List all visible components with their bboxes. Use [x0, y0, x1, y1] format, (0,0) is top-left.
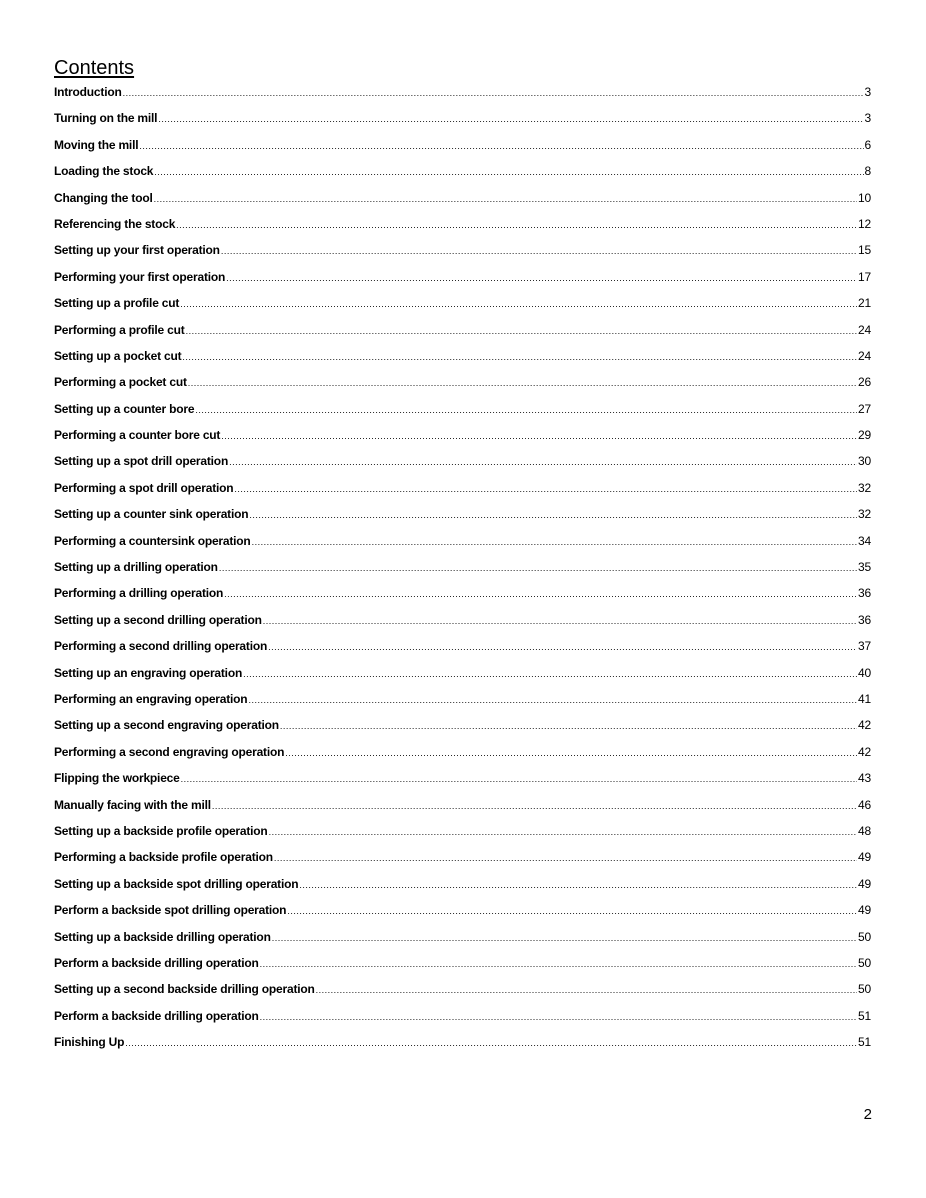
toc-dot-leader — [188, 375, 857, 391]
toc-dot-leader — [182, 349, 857, 365]
toc-entry-title: Performing a pocket cut — [54, 375, 187, 390]
toc-entry[interactable] — [54, 348, 871, 374]
toc-entry[interactable] — [54, 981, 871, 1007]
toc-entry[interactable] — [54, 137, 871, 163]
toc-dot-leader — [248, 692, 857, 708]
toc-dot-leader — [260, 956, 857, 972]
toc-dot-leader — [224, 586, 857, 602]
toc-entry[interactable] — [54, 242, 871, 268]
toc-entry-page: 50 — [858, 982, 871, 997]
toc-entry[interactable] — [54, 559, 871, 585]
toc-entry[interactable] — [54, 823, 871, 849]
toc-entry-page: 32 — [858, 507, 871, 522]
toc-entry[interactable] — [54, 506, 871, 532]
toc-entry[interactable] — [54, 797, 871, 823]
toc-entry-page: 49 — [858, 850, 871, 865]
toc-entry-page: 49 — [858, 903, 871, 918]
toc-dot-leader — [181, 771, 857, 787]
toc-entry-page: 21 — [858, 296, 871, 311]
toc-entry-title: Setting up a counter bore — [54, 401, 195, 416]
page-number: 2 — [863, 1106, 872, 1123]
toc-entry-page: 26 — [858, 375, 871, 390]
toc-entry-page: 6 — [864, 137, 871, 152]
table-of-contents — [54, 84, 871, 1060]
toc-dot-leader — [268, 639, 857, 655]
toc-entry-title: Performing a countersink operation — [54, 533, 251, 548]
toc-entry-page: 50 — [858, 929, 871, 944]
toc-entry-page: 51 — [858, 1008, 871, 1023]
toc-entry-page: 49 — [858, 876, 871, 891]
toc-entry-page: 46 — [858, 797, 871, 812]
toc-dot-leader — [272, 930, 857, 946]
toc-entry-title: Performing a second drilling operation — [54, 639, 268, 654]
toc-entry[interactable] — [54, 453, 871, 479]
toc-entry[interactable] — [54, 190, 871, 216]
toc-entry[interactable] — [54, 269, 871, 295]
toc-entry-page: 15 — [858, 243, 871, 258]
toc-dot-leader — [154, 164, 863, 180]
toc-entry[interactable] — [54, 322, 871, 348]
toc-dot-leader — [158, 111, 863, 127]
toc-entry-page: 34 — [858, 533, 871, 548]
toc-entry[interactable] — [54, 744, 871, 770]
toc-entry[interactable] — [54, 216, 871, 242]
toc-dot-leader — [212, 798, 857, 814]
toc-entry-page: 12 — [858, 216, 871, 231]
toc-dot-leader — [249, 507, 857, 523]
toc-entry-title: Setting up your first operation — [54, 243, 220, 258]
toc-dot-leader — [287, 903, 857, 919]
toc-entry-page: 43 — [858, 771, 871, 786]
toc-entry-title: Performing a profile cut — [54, 322, 185, 337]
toc-entry-title: Setting up an engraving operation — [54, 665, 243, 680]
toc-entry-title: Setting up a backside spot drilling operation — [54, 876, 299, 891]
toc-entry-title: Setting up a drilling operation — [54, 560, 218, 575]
toc-entry-page: 50 — [858, 955, 871, 970]
toc-entry-title: Finishing Up — [54, 1035, 125, 1050]
toc-entry-page: 41 — [858, 691, 871, 706]
toc-entry-title: Setting up a second backside drilling operation — [54, 982, 315, 997]
contents-heading: Contents — [54, 57, 135, 79]
toc-entry-title: Setting up a backside profile operation — [54, 823, 268, 838]
toc-entry[interactable] — [54, 717, 871, 743]
toc-entry-title: Performing a second engraving operation — [54, 744, 285, 759]
toc-entry-page: 24 — [858, 348, 871, 363]
toc-entry[interactable] — [54, 480, 871, 506]
toc-entry[interactable] — [54, 849, 871, 875]
toc-entry-page: 29 — [858, 428, 871, 443]
toc-dot-leader — [243, 666, 857, 682]
toc-entry[interactable] — [54, 163, 871, 189]
toc-entry-page: 27 — [858, 401, 871, 416]
toc-entry[interactable] — [54, 295, 871, 321]
toc-entry-title: Setting up a second engraving operation — [54, 718, 279, 733]
toc-entry-title: Setting up a backside drilling operation — [54, 929, 271, 944]
toc-entry-title: Setting up a second drilling operation — [54, 612, 262, 627]
toc-entry[interactable] — [54, 374, 871, 400]
toc-entry-page: 24 — [858, 322, 871, 337]
toc-entry[interactable] — [54, 955, 871, 981]
toc-entry-title: Introduction — [54, 85, 122, 99]
toc-entry[interactable] — [54, 929, 871, 955]
toc-entry-title: Setting up a profile cut — [54, 296, 180, 311]
toc-entry-title: Turning on the mill — [54, 111, 158, 126]
toc-entry[interactable] — [54, 665, 871, 691]
toc-entry-title: Perform a backside drilling operation — [54, 955, 259, 970]
toc-entry[interactable] — [54, 427, 871, 453]
toc-entry[interactable] — [54, 1008, 871, 1034]
toc-dot-leader — [125, 1035, 857, 1051]
toc-dot-leader — [299, 877, 857, 893]
toc-dot-leader — [195, 402, 857, 418]
toc-entry-title: Setting up a pocket cut — [54, 348, 182, 363]
toc-dot-leader — [229, 454, 857, 470]
toc-entry-title: Setting up a spot drill operation — [54, 454, 229, 469]
toc-entry-title: Perform a backside spot drilling operation — [54, 903, 287, 918]
toc-entry[interactable] — [54, 691, 871, 717]
toc-entry[interactable] — [54, 401, 871, 427]
toc-entry[interactable] — [54, 110, 871, 136]
toc-entry-page: 3 — [864, 85, 871, 99]
toc-dot-leader — [176, 217, 857, 233]
toc-entry-title: Performing a drilling operation — [54, 586, 224, 601]
toc-entry-title: Performing your first operation — [54, 269, 226, 284]
toc-entry-page: 35 — [858, 560, 871, 575]
toc-dot-leader — [252, 534, 857, 550]
toc-entry-page: 32 — [858, 480, 871, 495]
toc-dot-leader — [269, 824, 857, 840]
toc-dot-leader — [274, 850, 857, 866]
toc-entry[interactable] — [54, 638, 871, 664]
toc-entry[interactable] — [54, 585, 871, 611]
toc-entry-page: 48 — [858, 823, 871, 838]
toc-dot-leader — [180, 296, 857, 312]
toc-dot-leader — [280, 718, 857, 734]
toc-entry-page: 3 — [864, 111, 871, 126]
toc-entry-title: Moving the mill — [54, 137, 139, 152]
toc-dot-leader — [221, 428, 857, 444]
toc-dot-leader — [186, 323, 857, 339]
toc-entry-title: Setting up a counter sink operation — [54, 507, 249, 522]
toc-entry-title: Perform a backside drilling operation — [54, 1008, 259, 1023]
toc-dot-leader — [263, 613, 857, 629]
toc-entry-page: 36 — [858, 612, 871, 627]
toc-dot-leader — [139, 138, 863, 154]
toc-entry-page: 10 — [858, 190, 871, 205]
toc-entry-title: Performing a spot drill operation — [54, 480, 234, 495]
toc-entry-title: Performing an engraving operation — [54, 691, 248, 706]
toc-entry-title: Flipping the workpiece — [54, 771, 180, 786]
toc-entry-page: 51 — [858, 1035, 871, 1050]
toc-entry-title: Changing the tool — [54, 190, 153, 205]
toc-dot-leader — [226, 270, 857, 286]
toc-entry[interactable] — [54, 770, 871, 796]
toc-entry-page: 30 — [858, 454, 871, 469]
toc-dot-leader — [221, 243, 857, 259]
toc-entry-title: Performing a counter bore cut — [54, 428, 221, 443]
toc-entry-page: 40 — [858, 665, 871, 680]
toc-entry[interactable] — [54, 1034, 871, 1060]
toc-entry-page: 17 — [858, 269, 871, 284]
toc-entry-title: Performing a backside profile operation — [54, 850, 273, 865]
toc-entry-page: 42 — [858, 744, 871, 759]
toc-entry[interactable] — [54, 533, 871, 559]
toc-entry[interactable] — [54, 876, 871, 902]
toc-entry-page: 37 — [858, 639, 871, 654]
toc-entry-title: Manually facing with the mill — [54, 797, 211, 812]
toc-dot-leader — [219, 560, 857, 576]
toc-dot-leader — [316, 982, 857, 998]
toc-entry-title: Referencing the stock — [54, 216, 176, 231]
toc-entry-page: 42 — [858, 718, 871, 733]
toc-entry-title: Loading the stock — [54, 164, 154, 179]
toc-entry-page: 8 — [864, 164, 871, 179]
toc-dot-leader — [285, 745, 857, 761]
toc-dot-leader — [123, 85, 864, 101]
toc-dot-leader — [234, 481, 857, 497]
toc-dot-leader — [154, 191, 857, 207]
toc-entry[interactable] — [54, 612, 871, 638]
toc-entry[interactable] — [54, 902, 871, 928]
toc-entry[interactable] — [54, 84, 871, 110]
toc-entry-page: 36 — [858, 586, 871, 601]
toc-dot-leader — [260, 1009, 857, 1025]
